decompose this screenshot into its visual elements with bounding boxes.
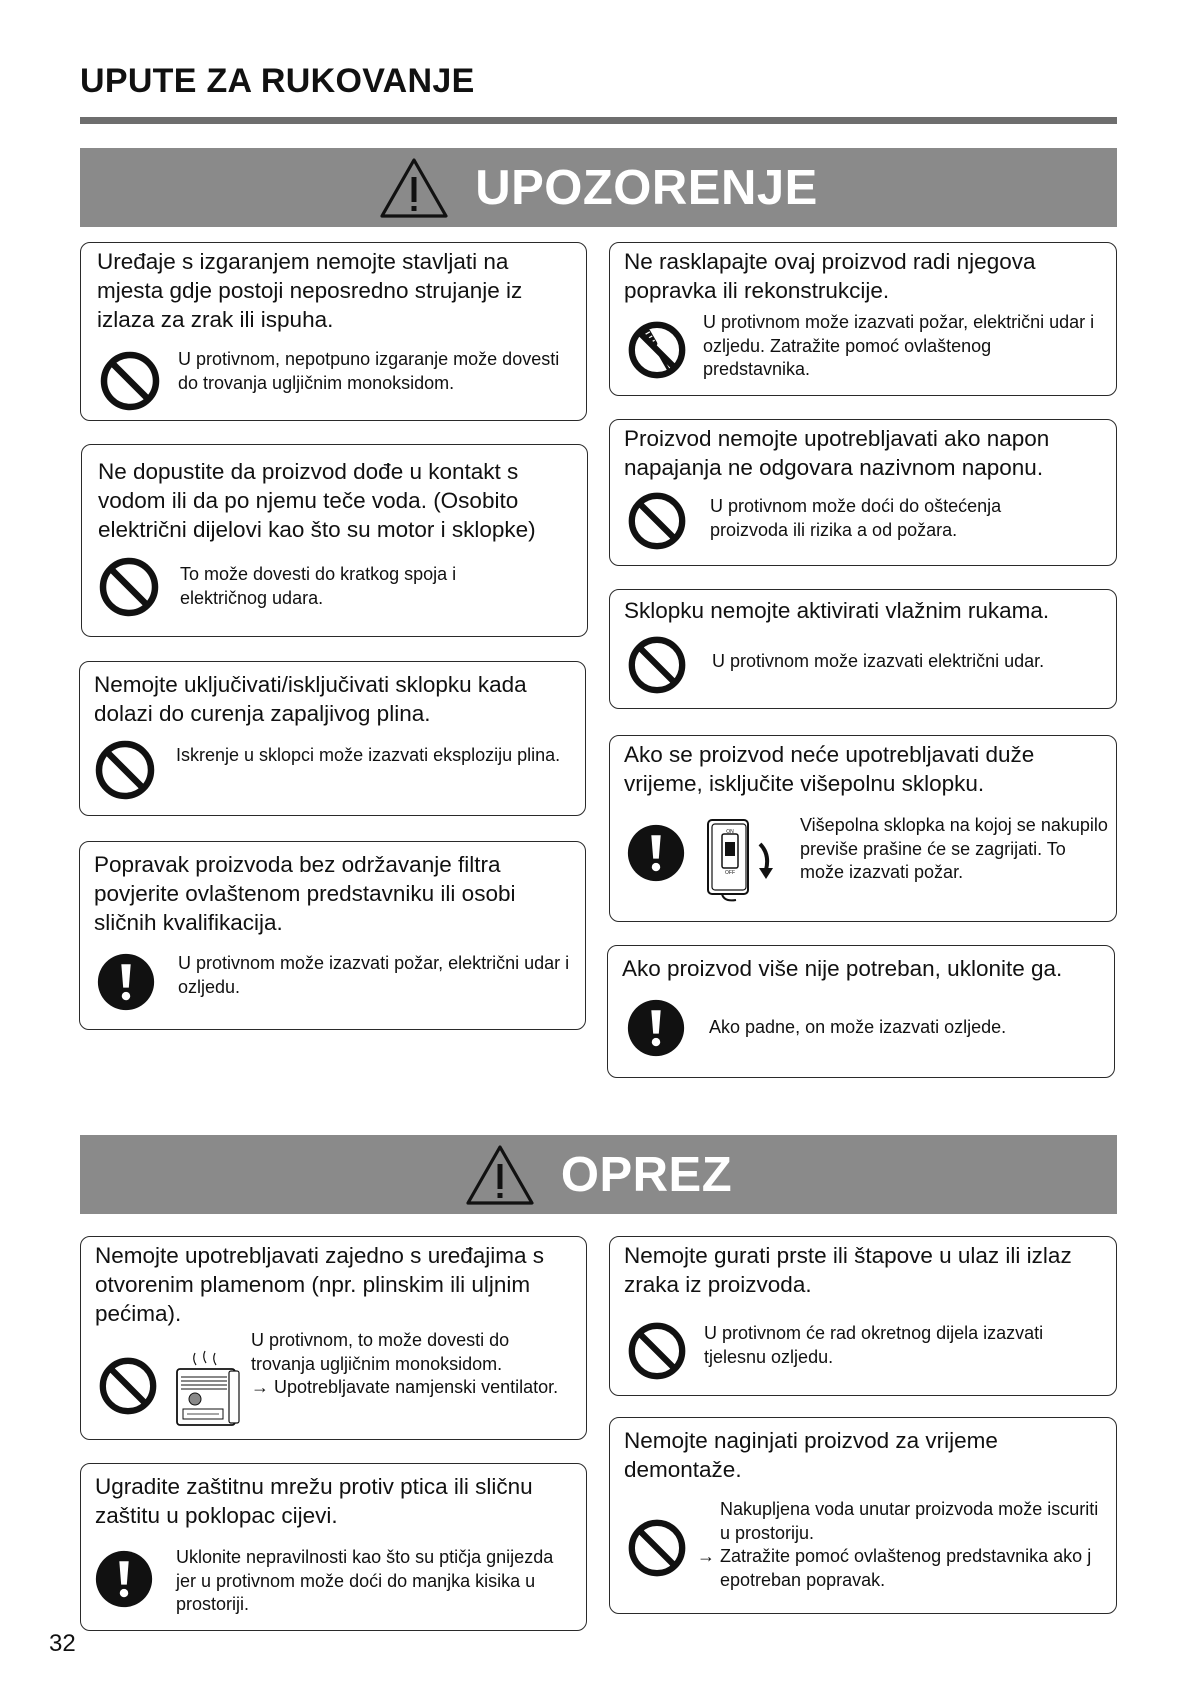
warning-card-text: Ako padne, on može izazvati ozljede.: [709, 1017, 1007, 1037]
warning-triangle-icon: [379, 157, 449, 219]
caution-card-note: Zatražite pomoć ovlaštenog predstavnika ako j epotreban popravak.: [720, 1546, 1092, 1590]
warning-card-text: U protivnom može izazvati požar, električni udar i ozljedu.: [178, 953, 570, 997]
warning-card: [609, 735, 1117, 922]
caution-card: [80, 1463, 587, 1631]
caution-heading: OPREZ: [560, 1147, 733, 1202]
warning-heading: UPOZORENJE: [475, 160, 818, 215]
no-disassembly-icon: [626, 319, 688, 381]
warning-card-heading: Nemojte uključivati/isključivati sklopku kada dolazi do curenja zapaljivog plina.: [94, 672, 527, 726]
warning-card-heading: Ne rasklapajte ovaj proizvod radi njegova popravka ili rekonstrukcije.: [624, 249, 1036, 303]
prohibited-icon: [97, 555, 161, 619]
caution-card-heading: Nemojte naginjati proizvod za vrijeme demontaže.: [624, 1428, 998, 1482]
warning-card-text: U protivnom, nepotpuno izgaranje može dovesti do trovanja ugljičnim monoksidom.: [178, 349, 560, 393]
caution-card-text-main: U protivnom, to može dovesti do trovanja ugljičnim monoksidom.: [251, 1330, 510, 1374]
prohibited-icon: [626, 634, 688, 696]
warning-card-text: Iskrenje u sklopci može izazvati eksploziju plina.: [176, 745, 561, 765]
page-number: 32: [49, 1630, 76, 1657]
heater-illustration: [173, 1349, 245, 1429]
warning-banner: [80, 148, 1117, 227]
warning-card: [80, 242, 587, 421]
warning-card: [609, 242, 1117, 396]
caution-triangle-icon: [465, 1144, 535, 1206]
mandatory-icon: [96, 952, 156, 1012]
caution-banner: [80, 1135, 1117, 1214]
caution-card-note: Upotrebljavate namjenski ventilator.: [274, 1377, 559, 1397]
warning-card: [609, 589, 1117, 709]
mandatory-icon: [626, 998, 686, 1058]
caution-card: [80, 1236, 587, 1440]
prohibited-icon: [626, 490, 688, 552]
warning-card-text: Višepolna sklopka na kojoj se nakupilo previše prašine će se zagrijati. To može izazvati požar.: [800, 815, 1108, 882]
warning-card-heading: Uređaje s izgaranjem nemojte stavljati na mjesta gdje postoji neposredno strujanje iz izlaza za zrak ili ispuha.: [97, 249, 523, 332]
mandatory-icon: [94, 1549, 154, 1609]
prohibited-icon: [626, 1517, 688, 1579]
warning-card: [609, 419, 1117, 566]
caution-card-heading: Nemojte upotrebljavati zajedno s uređajima s otvorenim plamenom (npr. plinskim ili uljnim pećima).: [95, 1243, 544, 1326]
caution-card-heading: Ugradite zaštitnu mrežu protiv ptica ili sličnu zaštitu u poklopac cijevi.: [95, 1474, 533, 1528]
warning-card-heading: Popravak proizvoda bez održavanje filtra povjerite ovlaštenom predstavniku ili osobi sličnih kvalifikacija.: [94, 852, 516, 935]
prohibited-icon: [626, 1320, 688, 1382]
warning-card-heading: Ako proizvod više nije potreban, uklonite ga.: [622, 956, 1063, 981]
warning-card: [607, 945, 1115, 1078]
warning-card: [81, 444, 588, 637]
caution-note-line: [251, 1376, 576, 1400]
warning-card: [79, 841, 586, 1030]
warning-card-heading: Ako se proizvod neće upotrebljavati duže vrijeme, isključite višepolnu sklopku.: [624, 742, 1035, 796]
arrow-icon: →: [251, 1377, 269, 1397]
caution-card-heading: Nemojte gurati prste ili štapove u ulaz ili izlaz zraka iz proizvoda.: [624, 1243, 1072, 1297]
prohibited-icon: [97, 1355, 159, 1417]
caution-card-text: U protivnom će rad okretnog dijela izazvati tjelesnu ozljedu.: [704, 1323, 1044, 1367]
title-divider: [80, 117, 1117, 124]
caution-card-text-main: Nakupljena voda unutar proizvoda može iscuriti u prostoriju.: [720, 1499, 1099, 1543]
switch-on-label: ON: [726, 829, 734, 835]
warning-card-text: U protivnom može izazvati električni udar.: [712, 651, 1045, 671]
warning-card-heading: Proizvod nemojte upotrebljavati ako napon napajanja ne odgovara nazivnom naponu.: [624, 426, 1050, 480]
caution-note-line: [697, 1545, 1110, 1592]
warning-card: [79, 661, 586, 816]
prohibited-icon: [93, 738, 157, 802]
caution-card-text: [697, 1498, 1110, 1592]
warning-card-text: U protivnom može doći do oštećenja proizvoda ili rizika a od požara.: [710, 496, 1002, 540]
page-title: UPUTE ZA RUKOVANJE: [80, 62, 475, 100]
caution-card: [609, 1236, 1117, 1396]
warning-card-heading: Sklopku nemojte aktivirati vlažnim rukama.: [624, 598, 1050, 623]
caution-card-text: [251, 1329, 576, 1400]
caution-card: [609, 1417, 1117, 1614]
warning-card-text: U protivnom može izazvati požar, električni udar i ozljedu. Zatražite pomoć ovlaštenog predstavnika.: [703, 312, 1095, 379]
caution-card-text: Uklonite nepravilnosti kao što su ptičja gnijezda jer u protivnom može doći do manjka kisika u prostoriji.: [176, 1547, 554, 1614]
multipole-switch-illustration: [702, 814, 792, 904]
warning-card-text: To može dovesti do kratkog spoja i električnog udara.: [180, 564, 457, 608]
warning-card-heading: Ne dopustite da proizvod dođe u kontakt s vodom ili da po njemu teče voda. (Osobito električni dijelovi kao što su motor i sklopke): [98, 459, 536, 542]
prohibited-icon: [98, 349, 162, 413]
arrow-icon: →: [697, 1546, 715, 1566]
mandatory-icon: [626, 823, 686, 883]
switch-off-label: OFF: [725, 870, 735, 876]
